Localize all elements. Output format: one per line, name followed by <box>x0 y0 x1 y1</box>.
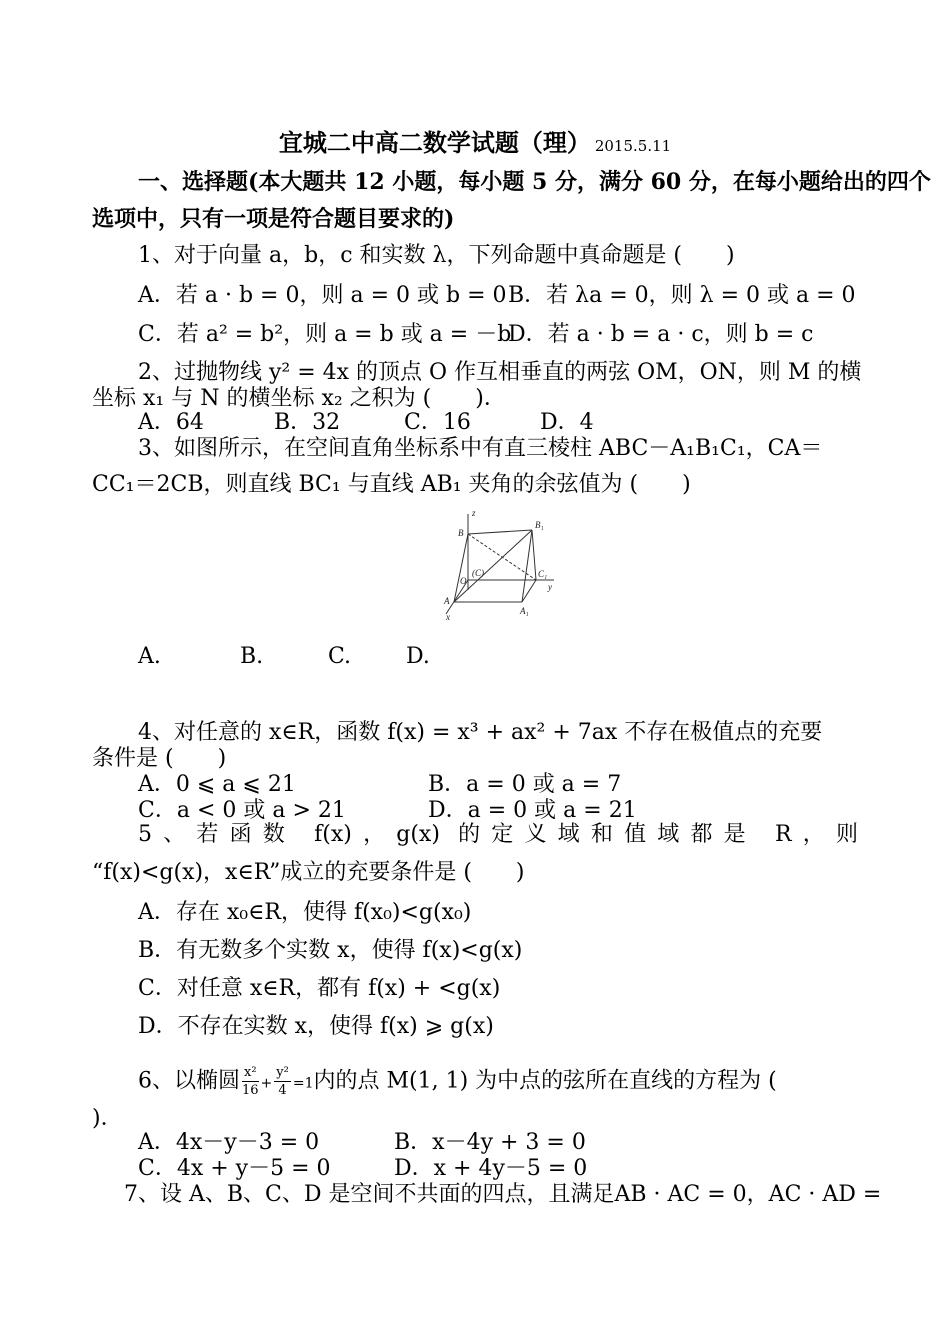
label-c1: C₁ <box>538 569 548 579</box>
q6-frac1-den: 16 <box>242 1083 259 1098</box>
q7-stem: 7、设 A、B、C、D 是空间不共面的四点，且满足AB · AC = 0，AC · AD = <box>124 1182 882 1207</box>
title-text: 宜城二中高二数学试题（理） <box>278 128 591 157</box>
edge-b-b1 <box>468 530 532 534</box>
q6-option-b: B．x－4y + 3 = 0 <box>394 1130 586 1155</box>
label-b1: B₁ <box>535 520 544 530</box>
q4-option-c: C．a < 0 或 a > 21 <box>138 798 346 823</box>
q3-stem-cont: CC₁＝2CB，则直线 BC₁ 与直线 AB₁ 夹角的余弦值为 ( ) <box>92 472 691 497</box>
q4-stem: 4、对任意的 x∈R，函数 f(x) = x³ + ax² + 7ax 不存在极值点的充要 <box>138 720 823 745</box>
q3-stem: 3、如图所示，在空间直角坐标系中有直三棱柱 ABC－A₁B₁C₁，CA＝ <box>138 436 823 461</box>
q1-options-ab <box>138 281 858 311</box>
page-title <box>0 128 950 161</box>
label-z: z <box>472 508 476 518</box>
diag-a-b1 <box>454 530 532 602</box>
section-heading-cont: 选项中，只有一项是符合题目要求的) <box>92 206 455 232</box>
q4-option-a: A．0 ⩽ a ⩽ 21 <box>138 772 296 797</box>
q1-option-a: A．若 a · b = 0，则 a = 0 或 b = 0 <box>138 283 507 308</box>
label-o: O <box>460 576 467 586</box>
q6-option-a: A．4x－y－3 = 0 <box>138 1130 320 1155</box>
q2-stem-cont: 坐标 x₁ 与 N 的横坐标 x₂ 之积为 ( )． <box>92 386 506 411</box>
q6-plus: + <box>260 1075 273 1092</box>
q3-option-c: C. <box>328 644 352 669</box>
q1-option-c: C．若 a² = b²，则 a = b 或 a = －b <box>138 322 512 347</box>
q3-option-d: D. <box>406 644 430 669</box>
q4-option-b: B．a = 0 或 a = 7 <box>428 772 622 797</box>
q5-stem-cont: “f(x)<g(x)，x∈R”成立的充要条件是 ( ) <box>92 860 525 885</box>
q6-eq: =1 <box>292 1075 314 1092</box>
q2-option-c: C．16 <box>404 410 471 435</box>
section-heading: 一、选择题(本大题共 12 小题，每小题 5 分，满分 60 分，在每小题给出的四个 <box>138 169 931 195</box>
q2-option-d: D．4 <box>540 410 594 435</box>
label-b: B <box>458 528 464 538</box>
q6-stem-post: 内的点 M(1, 1) 为中点的弦所在直线的方程为 ( <box>313 1068 777 1094</box>
q6-stem-cont: )． <box>92 1106 123 1131</box>
q6-stem-pre: 6、以椭圆 <box>138 1068 240 1094</box>
q4-stem-cont: 条件是 ( ) <box>92 746 227 771</box>
q6-frac2-den: 4 <box>278 1083 287 1098</box>
label-a: A <box>444 596 450 606</box>
q6-stem <box>138 1064 858 1099</box>
q6-fraction-y <box>274 1064 291 1099</box>
label-a1: A₁ <box>520 606 529 616</box>
label-x: x <box>446 612 450 622</box>
q4-option-d: D．a = 0 或 a = 21 <box>428 798 637 823</box>
q6-frac2-num: y² <box>276 1065 289 1080</box>
q5-option-a: A．存在 x₀∈R，使得 f(x₀)<g(x₀) <box>138 900 472 925</box>
q1-option-d: D．若 a · b = a · c，则 b = c <box>508 322 814 347</box>
q6-fraction-x <box>242 1064 259 1099</box>
q6-option-c: C．4x + y－5 = 0 <box>138 1156 331 1181</box>
q6-frac1-num: x² <box>244 1065 257 1080</box>
q5-option-b: B．有无数多个实数 x，使得 f(x)<g(x) <box>138 938 523 963</box>
exam-date: 2015.5.11 <box>594 137 672 155</box>
label-c: (C) <box>472 568 484 578</box>
q2-option-a: A．64 <box>138 410 204 435</box>
q3-option-b: B. <box>240 644 264 669</box>
label-y: y <box>548 582 552 592</box>
q2-option-b: B．32 <box>274 410 341 435</box>
q1-option-b: B．若 λa = 0，则 λ = 0 或 a = 0 <box>508 283 856 308</box>
q5-stem: 5、若函数 f(x)，g(x) 的定义域和值域都是 R，则 <box>138 822 858 847</box>
q5-option-c: C．对任意 x∈R，都有 f(x) + <g(x) <box>138 976 501 1001</box>
q1-stem: 1、对于向量 a，b，c 和实数 λ，下列命题中真命题是 ( ) <box>138 243 735 268</box>
q2-stem: 2、过抛物线 y² = 4x 的顶点 O 作互相垂直的两弦 OM，ON，则 M 的横 <box>138 360 862 385</box>
q6-option-d: D．x + 4y－5 = 0 <box>394 1156 588 1181</box>
q5-option-d: D．不存在实数 x，使得 f(x) ⩾ g(x) <box>138 1014 494 1039</box>
q3-options <box>138 642 858 672</box>
prism-figure <box>436 504 560 622</box>
q3-option-a: A. <box>138 644 161 669</box>
q1-options-cd <box>138 320 858 350</box>
